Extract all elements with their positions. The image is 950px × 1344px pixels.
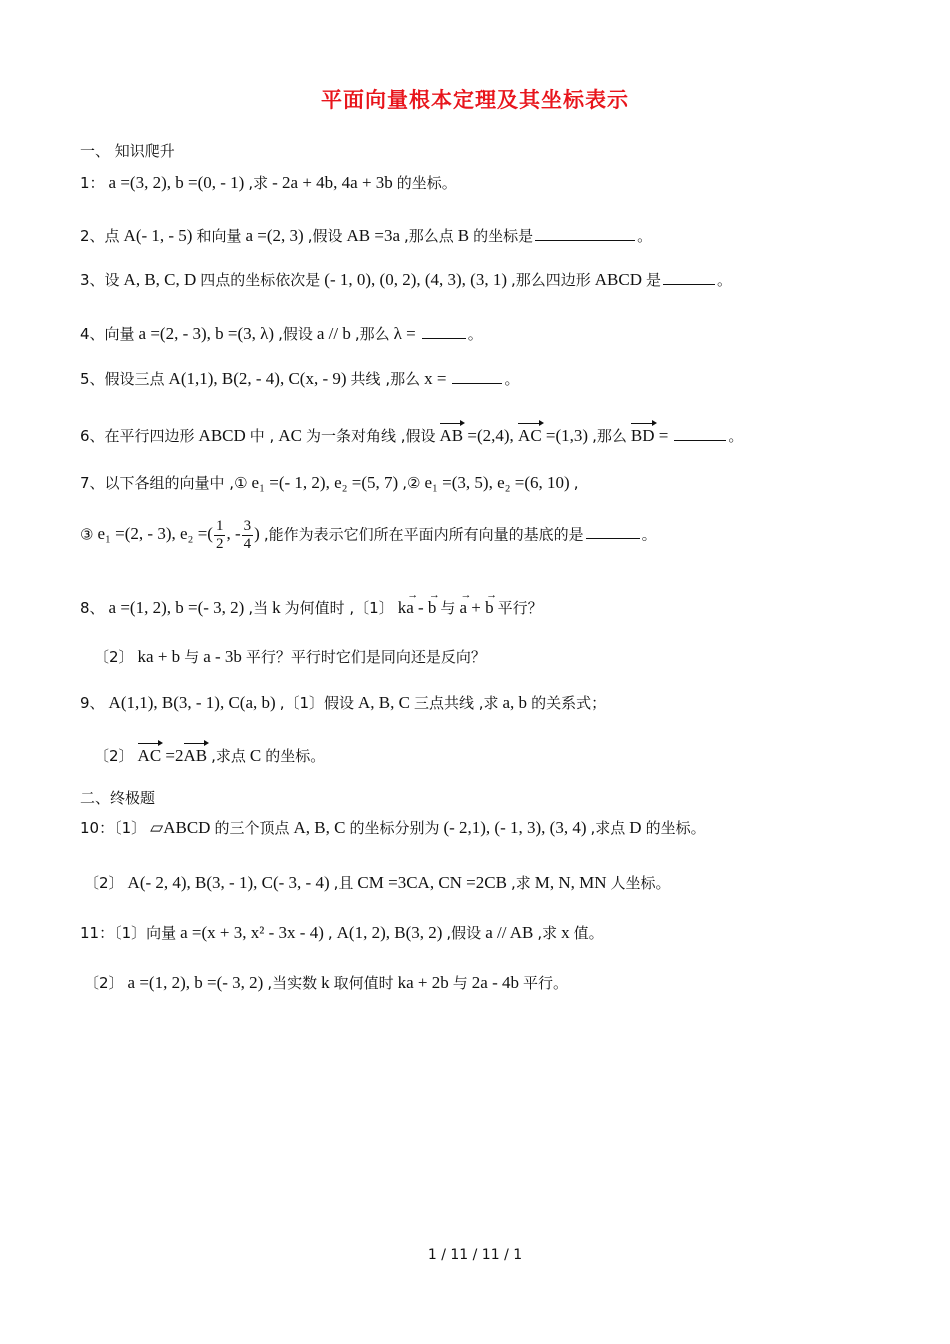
math-expr: ABCD <box>198 426 246 445</box>
question-9-part-2: 〔2〕 AC =2AB ,求点 C 的坐标。 <box>94 746 326 765</box>
math-expr: ka + b <box>137 647 181 666</box>
math-expr: a =(2, 3) <box>245 226 304 245</box>
question-7: 7、以下各组的向量中 ,① e₁ =(- 1, 2), e₂ =(5, 7) ,② e₁ =(3, 5), e₂ =(6, 10) , <box>80 473 579 492</box>
math-expr: x = <box>424 369 447 388</box>
math-expr: CM =3CA, CN =2CB <box>357 873 507 892</box>
math-expr: D <box>629 818 642 837</box>
math-expr: B <box>457 226 470 245</box>
math-expr: a → + b → <box>459 598 493 617</box>
question-10: 10：〔1〕 ▱ABCD 的三个顶点 A, B, C 的坐标分别为 (- 2,1), (- 1, 3), (3, 4) ,求点 D 的坐标。 <box>80 818 706 837</box>
math-expr: 2a - 4b <box>471 973 519 992</box>
fraction: $\frac{1}{2}$ <box>215 518 224 552</box>
question-8-part-2: 〔2〕 ka + b 与 a - 3b 平行？平行时它们是同向还是反向？ <box>94 647 486 666</box>
math-expr: AC =2AB <box>137 746 208 765</box>
answer-blank <box>452 367 502 384</box>
math-expr: a =(2, - 3), b =(3, λ) <box>138 324 275 343</box>
math-expr: AB =(2,4), AC =(1,3) <box>439 426 589 445</box>
math-expr: A, B, C, D <box>123 270 197 289</box>
math-expr: AC <box>278 426 302 445</box>
math-expr: BD = <box>630 426 669 445</box>
math-expr: a =(1, 2), b =(- 3, 2) <box>108 598 245 617</box>
page-number: 1 / 11 / 11 / 1 <box>427 1247 523 1263</box>
vector-symbol: BD <box>630 426 655 445</box>
math-expr: C <box>249 746 262 765</box>
math-expr: A, B, C <box>358 693 410 712</box>
question-5: 5、假设三点 A(1,1), B(2, - 4), C(x, - 9) 共线 ,那么 x = 。 <box>80 369 520 388</box>
vector-symbol: a → <box>406 597 414 619</box>
math-expr: (- 2,1), (- 1, 3), (3, 4) <box>443 818 587 837</box>
question-3: 3、设 A, B, C, D 四点的坐标依次是 (- 1, 0), (0, 2), (4, 3), (3, 1) ,那么四边形 ABCD 是 。 <box>80 270 733 289</box>
answer-blank <box>674 424 726 441</box>
math-expr: ▱ABCD <box>150 818 211 837</box>
question-1: 1： a =(3, 2), b =(0, - 1) ,求 - 2a + 4b, 4a + 3b 的坐标。 <box>80 173 457 192</box>
math-expr: - 2a + 4b, 4a + 3b <box>272 173 393 192</box>
math-expr: A(1,1), B(2, - 4), C(x, - 9) <box>168 369 347 388</box>
question-2: 2、点 A(- 1, - 5) 和向量 a =(2, 3) ,假设 AB =3a ,那么点 B 的坐标是 。 <box>80 226 653 245</box>
question-6: 6、在平行四边形 ABCD 中 , AC 为一条对角线 ,假设 AB =(2,4), AC =(1,3) ,那么 BD = 。 <box>80 426 744 445</box>
math-expr: ka + 2b <box>397 973 449 992</box>
math-expr: A(1,1), B(3, - 1), C(a, b) <box>108 693 276 712</box>
question-11: 11：〔1〕向量 a =(x + 3, x² - 3x - 4) , A(1, 2), B(3, 2) ,假设 a // AB ,求 x 值。 <box>80 923 604 942</box>
math-expr: λ = <box>393 324 416 343</box>
math-expr: a =(x + 3, x² - 3x - 4) <box>180 923 324 942</box>
section-heading-1: 一、 知识爬升 <box>80 142 175 160</box>
math-expr: a // AB <box>485 923 534 942</box>
answer-blank <box>663 268 715 285</box>
math-expr: a - 3b <box>203 647 242 666</box>
vector-symbol: AC <box>137 746 162 765</box>
math-expr: (- 1, 0), (0, 2), (4, 3), (3, 1) <box>324 270 507 289</box>
math-expr: a, b <box>502 693 528 712</box>
math-expr: a =(3, 2), b =(0, - 1) <box>108 173 245 192</box>
vector-symbol: b → <box>485 597 494 619</box>
math-expr: a // b <box>316 324 351 343</box>
question-8: 8、 a =(1, 2), b =(- 3, 2) ,当 k 为何值时 ,〔1〕 ka → - b → 与 a → + b → 平行？ <box>80 597 543 619</box>
math-expr: A(1, 2), B(3, 2) <box>336 923 443 942</box>
question-11-part-2: 〔2〕 a =(1, 2), b =(- 3, 2) ,当实数 k 取何值时 ka + 2b 与 2a - 4b 平行。 <box>84 973 569 992</box>
math-expr: AB =3a <box>346 226 400 245</box>
question-9: 9、 A(1,1), B(3, - 1), C(a, b) ,〔1〕假设 A, B, C 三点共线 ,求 a, b 的关系式； <box>80 693 607 712</box>
question-10-part-2: 〔2〕 A(- 2, 4), B(3, - 1), C(- 3, - 4) ,且 CM =3CA, CN =2CB ,求 M, N, MN 人坐标。 <box>84 873 671 892</box>
math-expr: M, N, MN <box>534 873 607 892</box>
question-7-cont: ③ e₁ =(2, - 3), e₂ =( $\frac{1}{2}$ , - $\frac{3}{4}$ ) ,能作为表示它们所在平面内所有向量的基底的是 。 <box>80 518 657 552</box>
vector-symbol: AC <box>518 426 542 445</box>
answer-blank <box>586 522 640 539</box>
vector-symbol: AB <box>183 746 208 765</box>
math-expr: a =(1, 2), b =(- 3, 2) <box>127 973 264 992</box>
math-expr: e₁ =(- 1, 2), e₂ =(5, 7) <box>251 473 399 492</box>
vector-symbol: a → <box>459 597 467 619</box>
math-expr: e₁ =(3, 5), e₂ =(6, 10) <box>424 473 570 492</box>
page-title: 平面向量根本定理及其坐标表示 <box>321 88 629 112</box>
vector-symbol: b → <box>428 597 437 619</box>
section-heading-2: 二、终极题 <box>80 789 156 807</box>
math-expr: e₁ =(2, - 3), e₂ =( $\frac{1}{2}$ , - $\frac{3}{4}$ ) <box>97 518 260 552</box>
answer-blank <box>535 224 635 241</box>
math-expr: x <box>561 923 570 942</box>
vector-symbol: AB <box>439 426 464 445</box>
answer-blank <box>422 322 466 339</box>
math-expr: k <box>321 973 330 992</box>
math-expr: k <box>272 598 281 617</box>
math-expr: A(- 1, - 5) <box>123 226 193 245</box>
question-4: 4、向量 a =(2, - 3), b =(3, λ) ,假设 a // b ,那么 λ = 。 <box>80 324 483 343</box>
math-expr: ka → - b → <box>398 598 437 617</box>
math-expr: A(- 2, 4), B(3, - 1), C(- 3, - 4) <box>127 873 330 892</box>
math-expr: A, B, C <box>293 818 346 837</box>
math-expr: ABCD <box>594 270 643 289</box>
fraction: $\frac{3}{4}$ <box>243 518 252 552</box>
